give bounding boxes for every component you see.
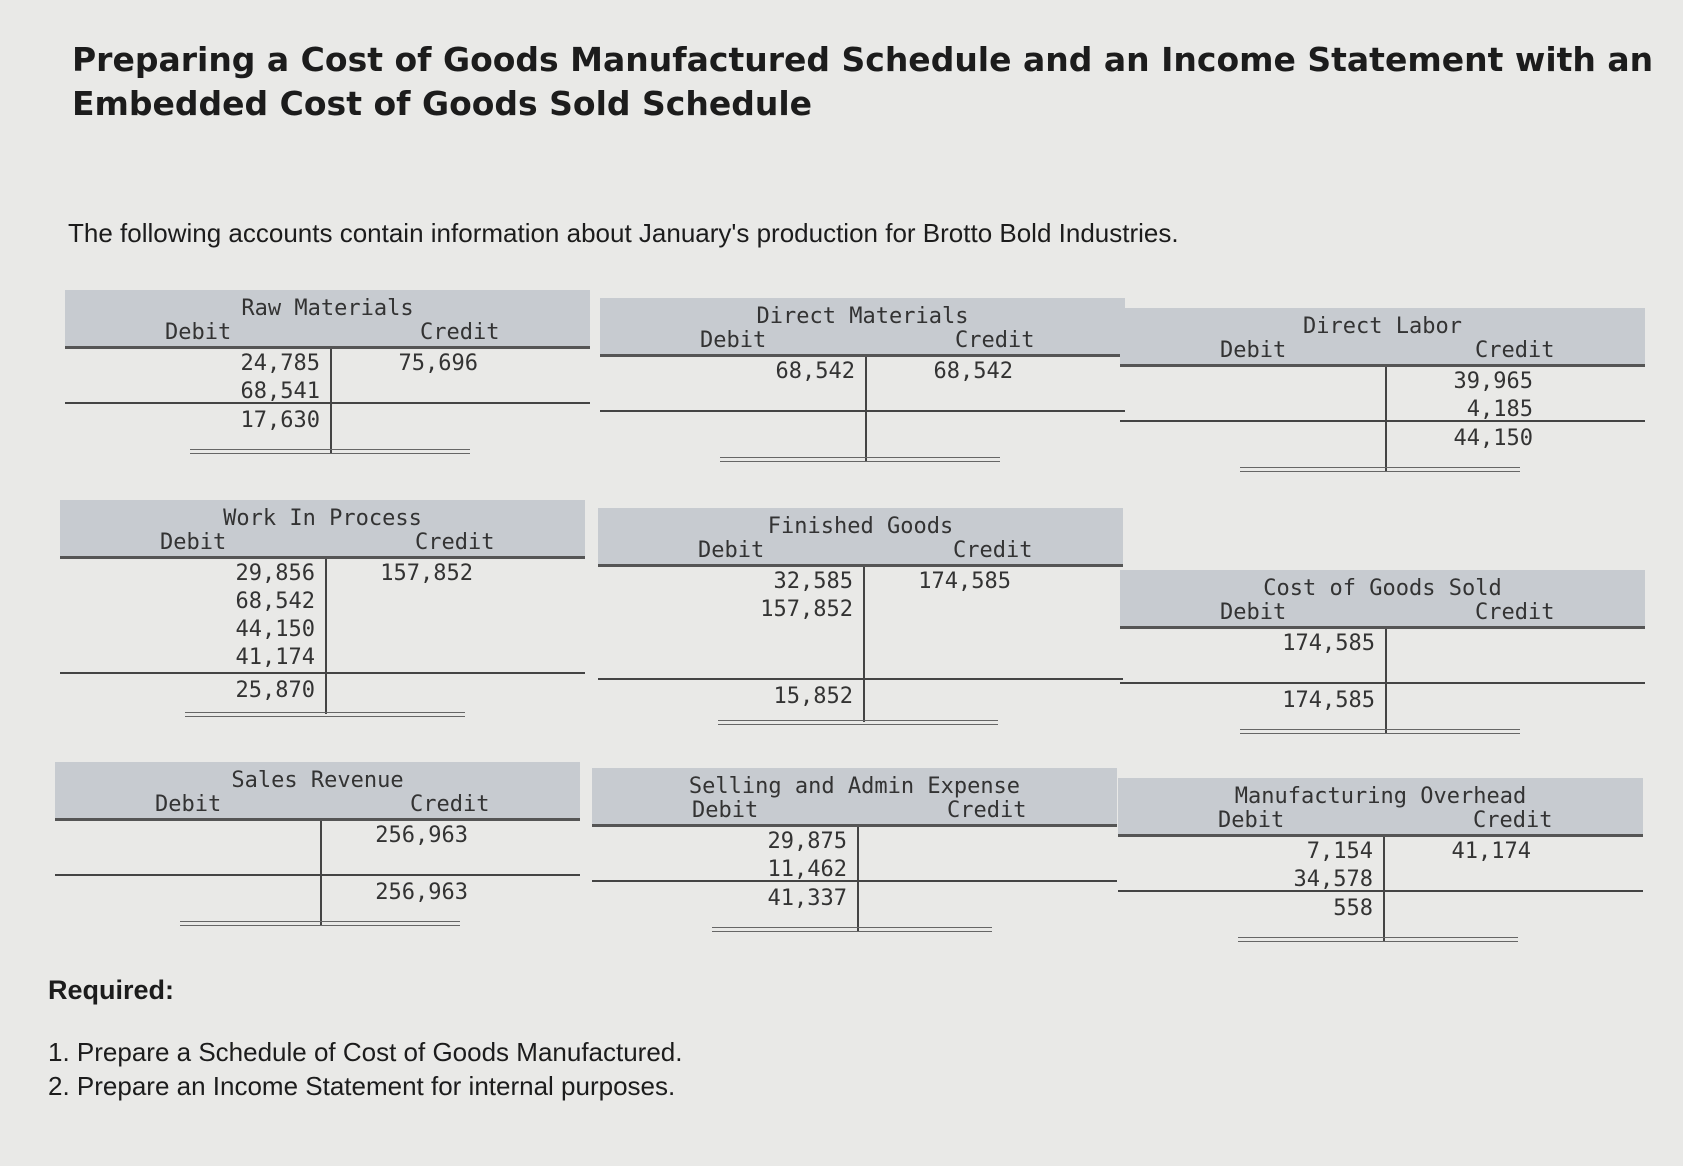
debit-label: Debit [698, 538, 765, 563]
debit-label: Debit [165, 320, 232, 345]
t-account-double-underline [180, 921, 460, 926]
debit-entry: 41,174 [235, 645, 315, 670]
debit-entry: 68,542 [235, 589, 315, 614]
credit-entry: 41,174 [1451, 839, 1531, 864]
account-name: Manufacturing Overhead [1234, 784, 1527, 809]
debit-entry: 24,785 [240, 351, 320, 376]
debit-entries [718, 568, 853, 624]
debit-entry: 68,541 [240, 379, 320, 404]
debit-label: Debit [1220, 600, 1287, 625]
credit-balance: 44,150 [1453, 426, 1533, 451]
credit-label: Credit [410, 792, 490, 817]
debit-entries [1240, 630, 1375, 658]
t-account-double-underline [185, 712, 465, 717]
t-account-total-line [1118, 890, 1643, 892]
t-account-total-line [1120, 420, 1645, 422]
t-account-total-line [600, 410, 1125, 412]
t-account-double-underline [190, 449, 470, 454]
intro-text: The following accounts contain information about January's production for Brotto Bold Industries. [68, 218, 1179, 248]
credit-label: Credit [420, 320, 500, 345]
debit-balance: 174,585 [1282, 688, 1375, 713]
t-account-double-underline [1240, 729, 1520, 734]
t-account-double-underline [720, 457, 1000, 462]
credit-entry: 256,963 [375, 823, 468, 848]
required-list [48, 1035, 683, 1103]
t-account-work-in-process [60, 500, 585, 715]
t-account-header [1120, 570, 1645, 629]
required-heading: Required: [48, 975, 175, 1005]
account-name: Sales Revenue [231, 768, 404, 793]
required-item: 2. Prepare an Income Statement for internal purposes. [48, 1071, 676, 1101]
credit-entries [338, 560, 473, 588]
t-account-header [65, 290, 590, 349]
credit-label: Credit [955, 328, 1035, 353]
debit-entry: 44,150 [235, 617, 315, 642]
debit-entries [185, 350, 320, 406]
t-account-double-underline [718, 720, 998, 725]
t-account-double-underline [1238, 937, 1518, 942]
credit-entry: 157,852 [380, 561, 473, 586]
debit-balance: 25,870 [235, 678, 315, 703]
credit-label: Credit [947, 798, 1027, 823]
credit-label: Credit [953, 538, 1033, 563]
debit-entries [720, 358, 855, 386]
debit-label: Debit [1220, 338, 1287, 363]
t-account-header [60, 500, 585, 559]
credit-label: Credit [1475, 338, 1555, 363]
page-title: Preparing a Cost of Goods Manufactured Schedule and an Income Statement with an Embedded Cost of Goods Sold Schedule [72, 40, 1654, 123]
t-account-finished-goods [598, 508, 1123, 723]
credit-entry: 174,585 [918, 569, 1011, 594]
credit-entry: 68,542 [933, 359, 1013, 384]
debit-entry: 174,585 [1282, 631, 1375, 656]
account-name: Direct Labor [1303, 314, 1462, 339]
credit-entries [878, 358, 1013, 386]
t-account-header [1118, 778, 1643, 837]
t-account-direct-labor [1120, 308, 1645, 478]
t-account-header [1120, 308, 1645, 367]
credit-entry: 39,965 [1453, 369, 1533, 394]
debit-label: Debit [692, 798, 759, 823]
t-account-header [600, 298, 1125, 357]
t-account-sales-revenue [55, 762, 580, 932]
t-account-direct-materials [600, 298, 1125, 468]
t-account-manufacturing-overhead [1118, 778, 1643, 948]
t-account-total-line [55, 874, 580, 876]
debit-balance: 558 [1333, 896, 1373, 921]
required-item: 1. Prepare a Schedule of Cost of Goods Manufactured. [48, 1037, 683, 1067]
debit-entry: 7,154 [1306, 839, 1373, 864]
t-account-header [592, 768, 1117, 827]
credit-entries [343, 350, 478, 378]
credit-label: Credit [1475, 600, 1555, 625]
t-account-header [55, 762, 580, 821]
t-account-double-underline [1240, 467, 1520, 472]
debit-entry: 157,852 [760, 597, 853, 622]
account-name: Direct Materials [756, 304, 969, 329]
t-account-total-line [598, 678, 1123, 680]
credit-label: Credit [1473, 808, 1553, 833]
debit-label: Debit [160, 530, 227, 555]
debit-entry: 34,578 [1293, 867, 1373, 892]
t-account-divider [325, 559, 327, 714]
debit-entry: 29,875 [767, 829, 847, 854]
debit-entries [180, 560, 315, 672]
credit-entries [1396, 838, 1531, 866]
t-account-total-line [65, 402, 590, 404]
t-account-total-line [592, 880, 1117, 882]
debit-entry: 32,585 [773, 569, 853, 594]
debit-entry: 68,542 [775, 359, 855, 384]
credit-entry: 4,185 [1466, 397, 1533, 422]
t-account-selling-and-admin-expense [592, 768, 1117, 938]
account-name: Raw Materials [241, 296, 414, 321]
credit-entries [333, 822, 468, 850]
credit-label: Credit [415, 530, 495, 555]
debit-entries [712, 828, 847, 884]
t-account-divider [863, 567, 865, 722]
credit-entry: 75,696 [398, 351, 478, 376]
debit-label: Debit [700, 328, 767, 353]
account-name: Selling and Admin Expense [688, 774, 1021, 799]
credit-entries [876, 568, 1011, 596]
account-name: Finished Goods [767, 514, 954, 539]
debit-entry: 29,856 [235, 561, 315, 586]
credit-balance: 256,963 [375, 880, 468, 905]
debit-balance: 17,630 [240, 408, 320, 433]
account-name: Cost of Goods Sold [1263, 576, 1502, 601]
debit-label: Debit [1218, 808, 1285, 833]
debit-entry: 11,462 [767, 857, 847, 882]
debit-balance: 41,337 [767, 886, 847, 911]
t-account-cost-of-goods-sold [1120, 570, 1645, 740]
t-account-total-line [1120, 682, 1645, 684]
t-account-header [598, 508, 1123, 567]
credit-entries [1398, 368, 1533, 424]
t-account-double-underline [712, 927, 992, 932]
debit-entries [1238, 838, 1373, 894]
account-name: Work In Process [223, 506, 422, 531]
t-account-raw-materials [65, 290, 590, 460]
debit-balance: 15,852 [773, 684, 853, 709]
debit-label: Debit [155, 792, 222, 817]
t-account-total-line [60, 672, 585, 674]
